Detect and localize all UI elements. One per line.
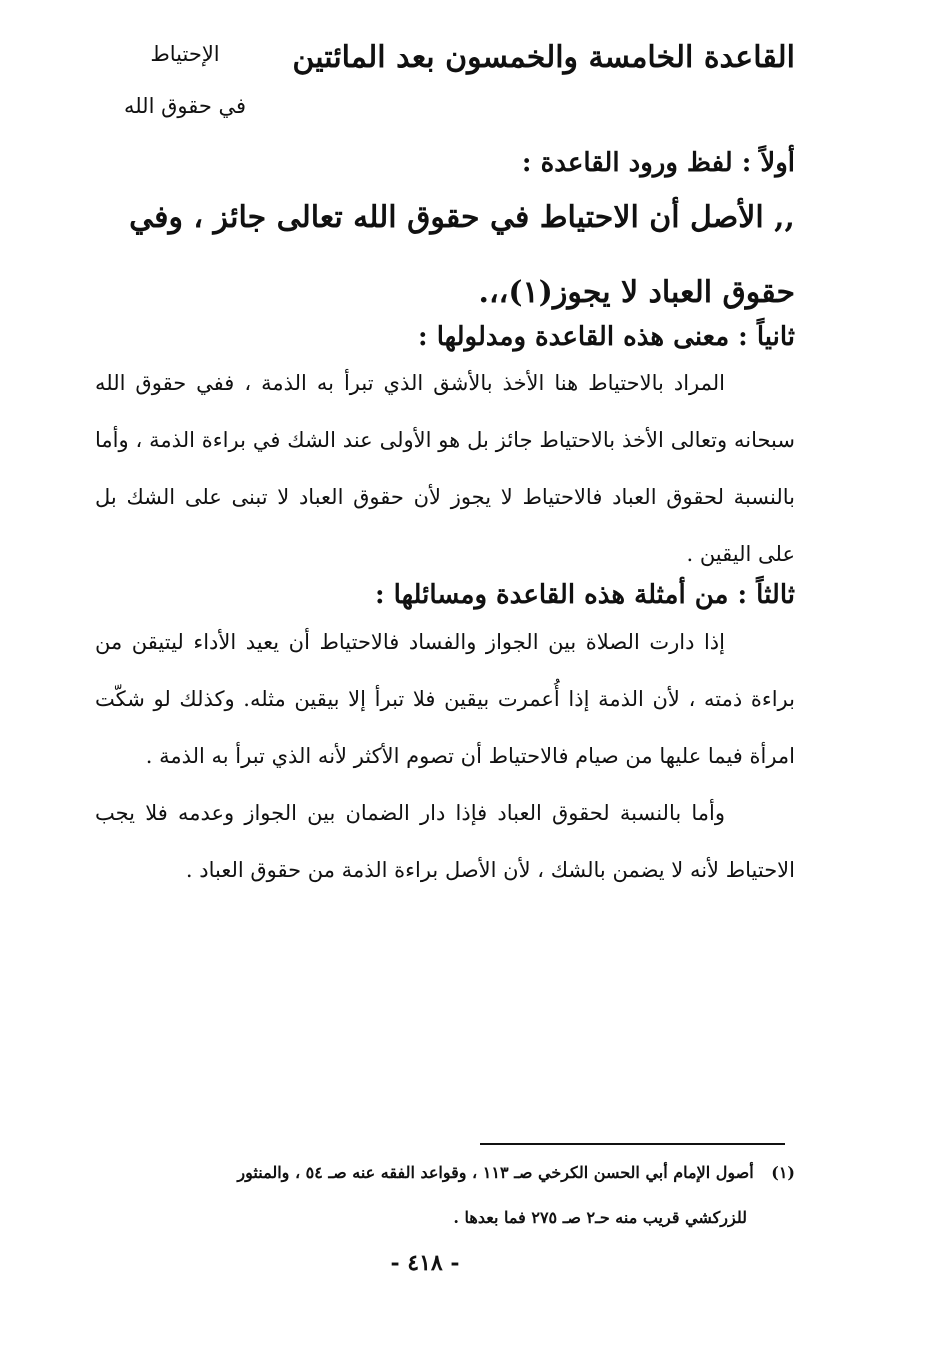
paragraph: إذا دارت الصلاة بين الجواز والفساد فالاحتياط أن يعيد الأداء ليتيقن من براءة ذمته ، لأن الذمة إذا أُعمرت بيقين فلا تبرأ إلا بيقين مثله. وكذلك لو شكّت امرأة فيما عليها من صيام فالاحتياط أن تصوم الأكثر لأنه الذي تبرأ به الذمة . — [95, 630, 795, 768]
margin-topic-line1: الإحتياط — [150, 42, 220, 66]
footnote — [80, 1150, 795, 1240]
section-heading-third: ثالثاً : من أمثلة هذه القاعدة ومسائلها : — [375, 580, 795, 610]
footnote-line1: أصول الإمام أبي الحسن الكرخي صـ ١١٣ ، وقواعد الفقه عنه صـ ٥٤ ، والمنثور — [237, 1163, 754, 1182]
rule-line-2: حقوق العباد لا يجوز(١)،،. — [478, 275, 795, 310]
rule-line-1: ,, الأصل أن الاحتياط في حقوق الله تعالى جائز ، وفي — [129, 200, 795, 235]
page-header-title: القاعدة الخامسة والخمسون بعد المائتين — [292, 40, 795, 75]
paragraph: وأما بالنسبة لحقوق العباد فإذا دار الضمان بين الجواز وعدمه فلا يجب الاحتياط لأنه لا يضمن بالشك ، لأن الأصل براءة الذمة من حقوق العباد . — [95, 801, 795, 882]
footnote-divider — [480, 1143, 785, 1145]
paragraph: المراد بالاحتياط هنا الأخذ بالأشق الذي تبرأ به الذمة ، ففي حقوق الله سبحانه وتعالى الأخذ بالاحتياط جائز بل هو الأولى عند الشك في براءة الذمة ، وأما بالنسبة لحقوق العباد فالاحتياط لا يجوز لأن حقوق العباد لا تبنى على الشك بل على اليقين . — [95, 371, 795, 566]
margin-topic-line2: في حقوق الله — [123, 94, 247, 118]
section-heading-first: أولاً : لفظ ورود القاعدة : — [521, 148, 795, 178]
section-heading-second: ثانياً : معنى هذه القاعدة ومدلولها : — [418, 322, 795, 352]
second-section-body — [95, 355, 795, 583]
footnote-number: (١) — [771, 1163, 795, 1182]
third-section-body — [95, 614, 795, 899]
rule-statement — [125, 180, 795, 330]
footnote-line2: للزركشي قريب منه حـ٢ صـ ٢٧٥ فما بعدها . — [453, 1208, 747, 1227]
margin-topic — [110, 28, 260, 132]
page-number: - ٤١٨ - — [390, 1250, 460, 1276]
